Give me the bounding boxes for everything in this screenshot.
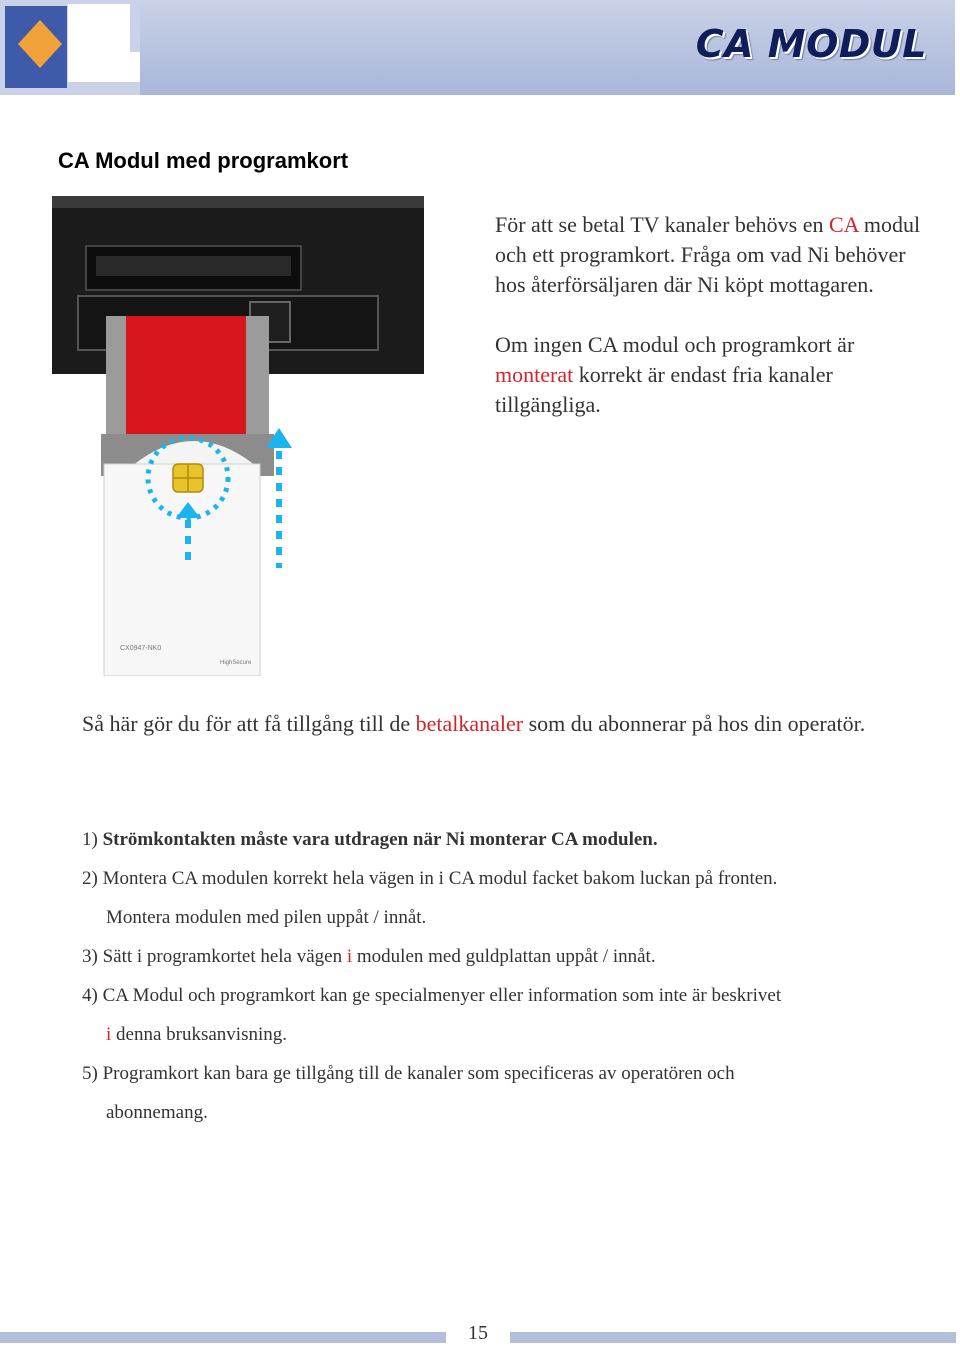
- logo-icon: [0, 0, 140, 95]
- card-print-left: CX0947-NK0: [120, 645, 162, 652]
- step-number: 4): [82, 985, 103, 1006]
- text-run: För att se betal TV kanaler behövs en: [495, 212, 829, 237]
- page-number: 15: [468, 1322, 488, 1344]
- ca-module-illustration: [52, 196, 424, 676]
- text-run: CA Modul och programkort kan ge specialmenyer eller information som inte är beskrivet: [102, 985, 782, 1006]
- footer-band-left: [0, 1332, 446, 1343]
- text-run: Om ingen CA modul och programkort är: [495, 332, 855, 357]
- card-print-right: HighSecure: [220, 660, 252, 666]
- accent-text: i: [346, 946, 353, 967]
- ca-module-label: [126, 316, 246, 434]
- steps-list: [82, 820, 952, 1132]
- step-number: 5): [82, 1063, 103, 1084]
- step-item: [82, 859, 952, 937]
- accent-text: i: [106, 1024, 112, 1045]
- step-continuation: [82, 1093, 952, 1132]
- header-band: [0, 0, 955, 95]
- text-run: abonnemang.: [106, 1102, 208, 1123]
- text-run: korrekt är endast fria kanaler tillgängliga.: [495, 362, 833, 417]
- text-run: Montera CA modulen korrekt hela vägen in i CA modul facket bakom luckan på fronten.: [102, 868, 778, 889]
- accent-text: monterat: [495, 362, 574, 387]
- step-item: [82, 1054, 952, 1132]
- text-run: Programkort kan bara ge tillgång till de kanaler som specificeras av operatören och: [102, 1063, 735, 1084]
- step-number: 3): [82, 946, 103, 967]
- page-title: CA MODUL: [695, 22, 927, 66]
- step-item: [82, 820, 952, 859]
- step-item: [82, 937, 952, 976]
- intro-paragraph-2: [495, 330, 935, 420]
- step-number: 2): [82, 868, 103, 889]
- text-run: modul och ett programkort. Fråga om vad Ni behöver hos återförsäljaren där Ni köpt mottagaren.: [495, 212, 921, 297]
- accent-text: CA: [829, 212, 859, 237]
- text-run: Strömkontakten måste vara utdragen när Ni monterar CA modulen.: [102, 829, 658, 850]
- footer-band-right: [510, 1332, 956, 1343]
- intro-text: [495, 210, 935, 450]
- step-number: 1): [82, 829, 103, 850]
- text-run: modulen med guldplattan uppåt / innåt.: [352, 946, 656, 967]
- text-run: som du abonnerar på hos din operatör.: [523, 711, 866, 736]
- lead-paragraph: [82, 709, 942, 739]
- text-run: denna bruksanvisning.: [111, 1024, 288, 1045]
- step-continuation: [82, 898, 952, 937]
- intro-paragraph-1: [495, 210, 935, 300]
- text-run: Sätt i programkortet hela vägen: [102, 946, 347, 967]
- text-run: Montera modulen med pilen uppåt / innåt.: [106, 907, 427, 928]
- step-continuation: [82, 1015, 952, 1054]
- accent-text: betalkanaler: [415, 711, 524, 736]
- step-item: [82, 976, 952, 1054]
- text-run: Så här gör du för att få tillgång till de: [82, 711, 416, 736]
- section-heading: CA Modul med programkort: [58, 148, 349, 173]
